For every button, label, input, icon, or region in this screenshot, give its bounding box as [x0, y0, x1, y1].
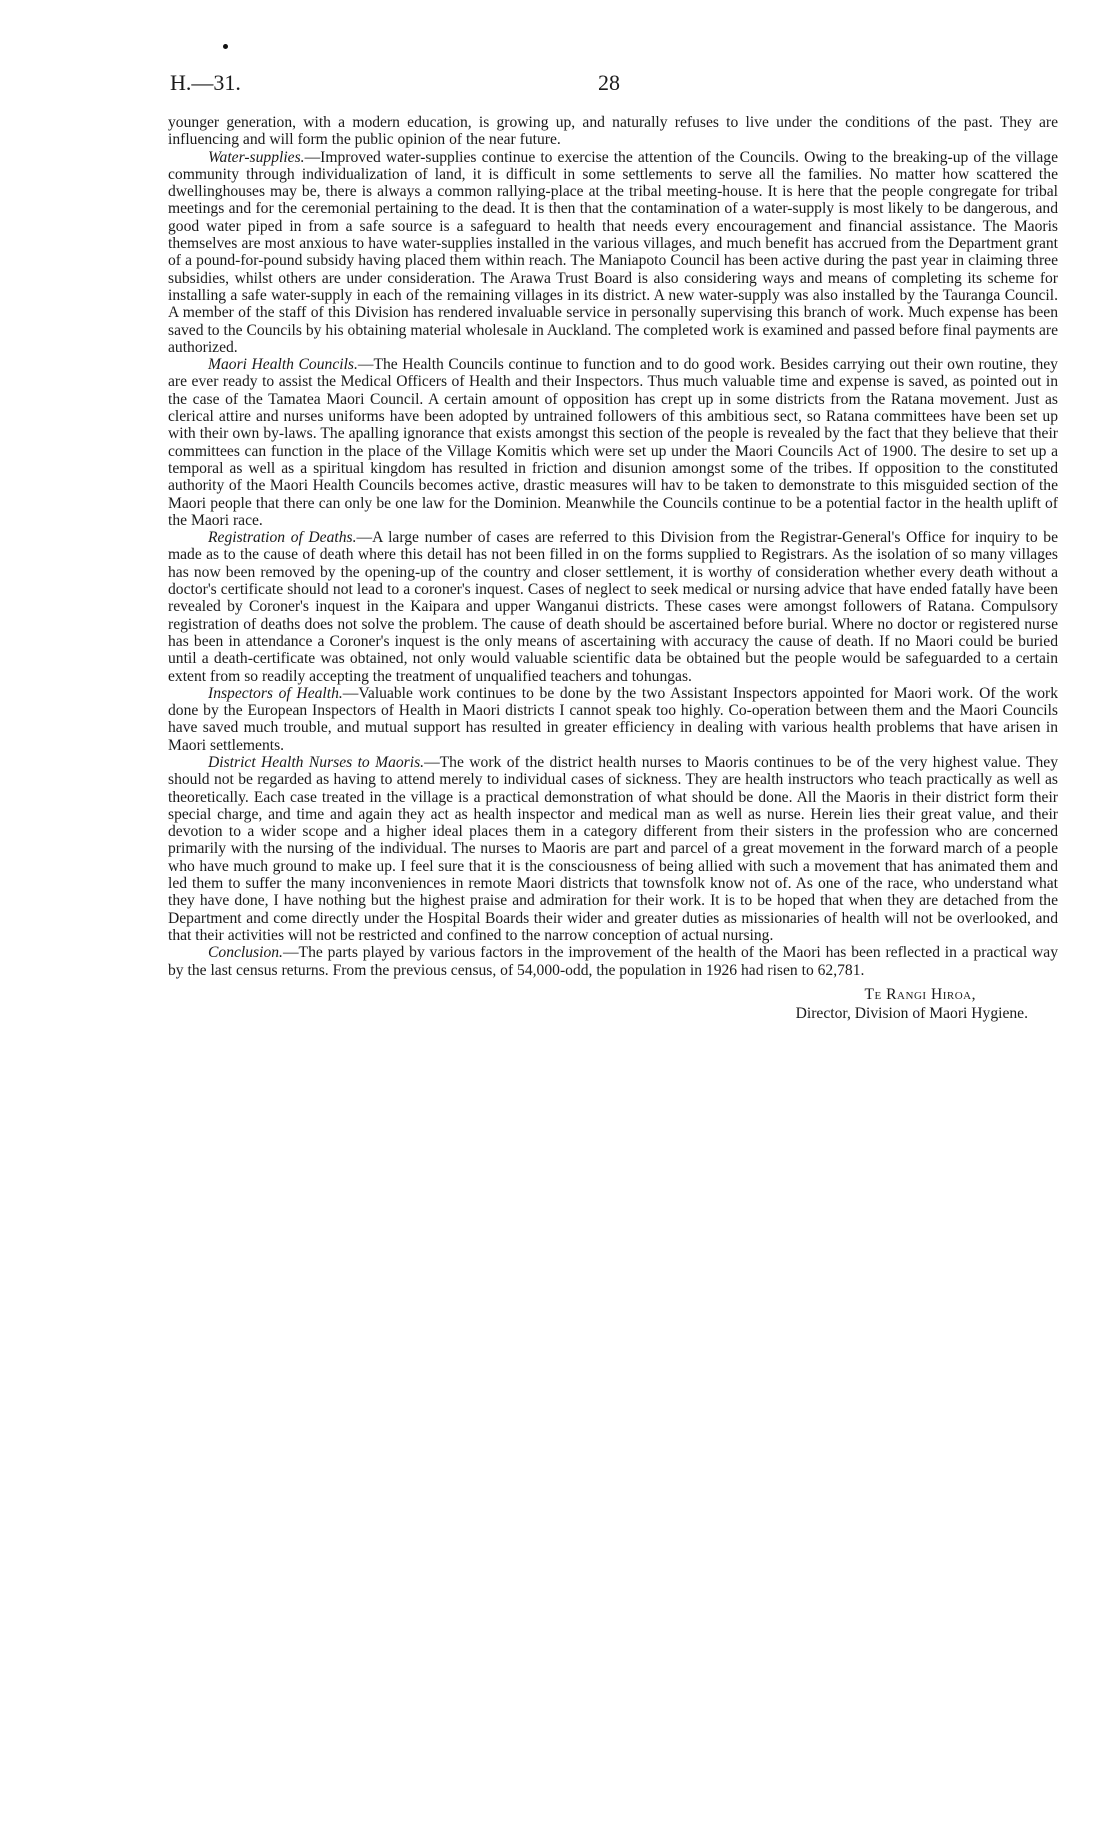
page-header: [168, 70, 1058, 114]
paragraph-text: —A large number of cases are referred to this Division from the Registrar-General's Office for inquiry to be made as to the cause of death where this detail has not been filled in on the forms supplied to Registrars. As the isolation of so many villages has now been removed by the opening-up of the country and closer settlement, it is worthy of consideration whether every death without a doctor's certificate should not lead to a coroner's inquest. Cases of neglect to seek medical or nursing advice that have ended fatally have been revealed by Coroner's inquest in the Kaipara and upper Wanganui districts. These cases were amongst followers of Ratana. Compulsory registration of deaths does not solve the problem. The cause of death should be ascertained before burial. Where no doctor or registered nurse has been in attendance a Coroner's inquest is the only means of ascertaining with accuracy the cause of death. If no Maori could be buried until a death-certificate was obtained, not only would valuable scientific data be obtained but the people would be safeguarded to a certain extent from so readily accepting the treatment of unqualified teachers and tohungas.: [168, 529, 1058, 685]
paragraph-text: —The work of the district health nurses to Maoris continues to be of the very highest value. They should not be regarded as having to attend merely to individual cases of sickness. They are health instructors who teach practically as well as theoretically. Each case treated in the village is a practical demonstration of what should be done. All the Maoris in their district form their special charge, and time and again they act as health inspector and medical man as well as nurse. Herein lies their great value, and their devotion to a wider scope and a higher ideal places them in a category different from their sisters in the profession who are concerned primarily with the nursing of the individual. The nurses to Maoris are part and parcel of a great movement in the forward march of a people who have much ground to make up. I feel sure that it is the consciousness of being allied with such a movement that has animated them and led them to suffer the many inconveniences in remote Maori districts that townsfolk know not of. As one of the race, who understand what they have done, I have nothing but the highest praise and admiration for their work. It is to be hoped that when they are detached from the Department and come directly under the Hospital Boards their wider and greater duties as missionaries of health will not be overlooked, and that their activities will not be restricted and confined to the narrow conception of actual nursing.: [168, 753, 1059, 944]
paragraph-water-supplies: [168, 149, 1058, 357]
paragraph-continuation: [168, 114, 1058, 149]
paragraph-inspectors-of-health: [168, 685, 1058, 754]
paragraph-heading: Water-supplies.: [208, 148, 305, 166]
signature-block: [168, 985, 1058, 1023]
paragraph-text: —The Health Councils continue to function and to do good work. Besides carrying out their own routine, they are ever ready to assist the Medical Officers of Health and their Inspectors. Thus much valuable time and expense is saved, as pointed out in the case of the Tamatea Maori Council. A certain amount of opposition has crept up in some districts from the Ratana movement. Just as clerical attire and nurses uniforms have been adopted by untrained followers of this ambitious sect, so Ratana committees have been set up with their own by-laws. The apalling ignorance that exists amongst this section of the people is revealed by the fact that they believe that their committees can function in the place of the Village Komitis which were set up under the Maori Councils Act of 1900. The desire to set up a temporal as well as a spiritual kingdom has resulted in friction and disunion amongst some of the tribes. If opposition to the constituted authority of the Maori Health Councils becomes active, drastic measures will hav to be taken to demonstrate to this misguided section of the Maori people that there can only be one law for the Dominion. Meanwhile the Councils continue to be a potential factor in the health uplift of the Maori race.: [168, 356, 1058, 529]
body-text: [168, 114, 1058, 979]
paragraph-text: younger generation, with a modern education, is growing up, and naturally refuses to live under the conditions of the past. They are influencing and will form the public opinion of the near future.: [168, 114, 1058, 149]
page-number: 28: [598, 70, 620, 95]
paragraph-conclusion: [168, 944, 1058, 979]
paragraph-text: —The parts played by various factors in the improvement of the health of the Maori has been reflected in a practical way by the last census returns. From the previous census, of 54,000-odd, the population in 1926 had risen to 62,781.: [168, 944, 1058, 979]
paragraph-text: —Valuable work continues to be done by the two Assistant Inspectors appointed for Maori work. Of the work done by the European Inspectors of Health in Maori districts I cannot speak too highly. Co-operation between them and the Maori Councils have saved much trouble, and mutual support has resulted in greater efficiency in dealing with various health problems that have arisen in Maori settlements.: [168, 684, 1058, 754]
signatory-name: Te Rangi Hiroa,: [864, 985, 976, 1003]
paragraph-text: —Improved water-supplies continue to exercise the attention of the Councils. Owing to the breaking-up of the village community through individualization of land, it is difficult in some settlements to serve all the families. No matter how scattered the dwellinghouses may be, there is always a common rallying-place at the tribal meeting-house. It is here that the people congregate for tribal meetings and for the ceremonial pertaining to the dead. It is then that the contamination of a water-supply is most likely to be dangerous, and good water piped in from a safe source is a safeguard to health that needs every encouragement and financial assistance. The Maoris themselves are most anxious to have water-supplies installed in the various villages, and much benefit has accrued from the Department grant of a pound-for-pound subsidy having placed them within reach. The Maniapoto Council has been active during the past year in claiming three subsidies, whilst others are under consideration. The Arawa Trust Board is also considering ways and means of completing its scheme for installing a safe water-supply in each of the remaining villages in its district. A new water-supply was also installed by the Tauranga Council. A member of the staff of this Division has rendered invaluable service in personally supervising this branch of work. Much expense has been saved to the Councils by his obtaining material wholesale in Auckland. The completed work is examined and passed before final payments are authorized.: [168, 148, 1058, 356]
paragraph-heading: Registration of Deaths.: [208, 529, 357, 547]
page-mark-dot: [223, 44, 228, 49]
document-reference: H.—31.: [170, 70, 241, 95]
paragraph-district-health-nurses: [168, 754, 1058, 944]
paragraph-heading: Conclusion.: [208, 944, 283, 962]
paragraph-maori-health-councils: [168, 356, 1058, 529]
paragraph-heading: Maori Health Councils.: [208, 356, 358, 374]
document-page: [168, 70, 1058, 1023]
signatory-title: Director, Division of Maori Hygiene.: [795, 1004, 1028, 1022]
paragraph-heading: Inspectors of Health.: [208, 684, 343, 702]
paragraph-registration-of-deaths: [168, 529, 1058, 685]
paragraph-heading: District Health Nurses to Maoris.: [208, 753, 425, 771]
